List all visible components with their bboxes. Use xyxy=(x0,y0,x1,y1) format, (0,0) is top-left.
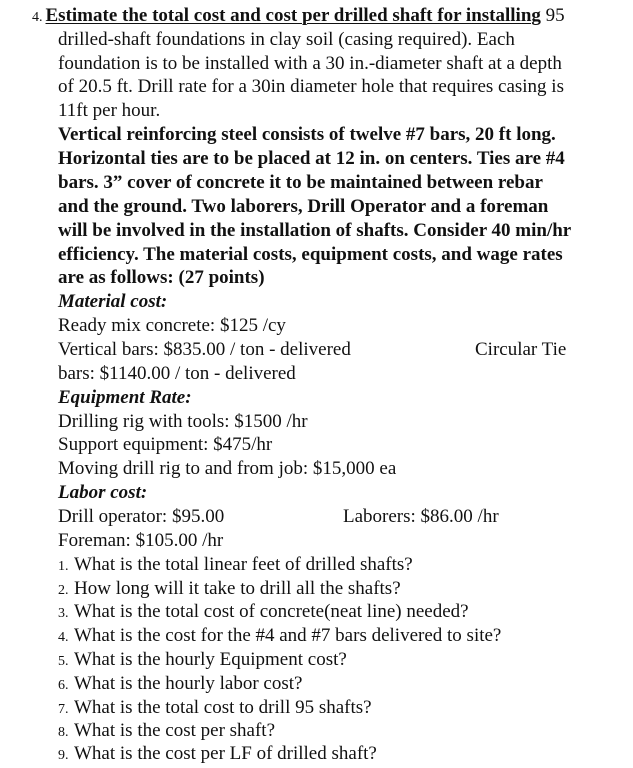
bold-line: will be involved in the installation of shafts. Consider 40 min/hr xyxy=(58,220,572,241)
question-number: 7. xyxy=(58,702,69,717)
question-number: 1. xyxy=(58,559,69,574)
question-text: What is the cost per LF of drilled shaft? xyxy=(74,743,377,764)
problem-title-line xyxy=(32,4,565,30)
question-number: 5. xyxy=(58,654,69,669)
bold-line: bars. 3” cover of concrete it to be maintained between rebar xyxy=(58,172,543,193)
question-number: 6. xyxy=(58,678,69,693)
question-text: What is the cost for the #4 and #7 bars delivered to site? xyxy=(74,625,502,646)
material-concrete: Ready mix concrete: $125 /cy xyxy=(58,315,286,336)
problem-title-rest: 95 xyxy=(540,5,565,26)
bold-line: Horizontal ties are to be placed at 12 in. on centers. Ties are #4 xyxy=(58,148,565,169)
bold-line: and the ground. Two laborers, Drill Operator and a foreman xyxy=(58,196,549,217)
material-heading: Material cost: xyxy=(58,291,168,312)
question-item xyxy=(58,742,377,768)
question-text: How long will it take to drill all the shafts? xyxy=(74,578,401,599)
question-item xyxy=(58,553,413,579)
question-item xyxy=(58,624,501,650)
desc-line: 11ft per hour. xyxy=(58,100,161,121)
equipment-item: Drilling rig with tools: $1500 /hr xyxy=(58,411,308,432)
labor-foreman: Foreman: $105.00 /hr xyxy=(58,530,224,551)
question-number: 4. xyxy=(58,630,69,645)
equipment-item: Support equipment: $475/hr xyxy=(58,434,273,455)
equipment-item: Moving drill rig to and from job: $15,000 ea xyxy=(58,458,397,479)
question-text: What is the cost per shaft? xyxy=(74,720,276,741)
material-vertical-bars: Vertical bars: $835.00 / ton - delivered xyxy=(58,339,351,360)
question-number: 8. xyxy=(58,725,69,740)
question-item xyxy=(58,696,372,722)
question-text: What is the hourly Equipment cost? xyxy=(74,649,347,670)
question-text: What is the total cost of concrete(neat line) needed? xyxy=(74,601,469,622)
material-circular-tie: Circular Tie xyxy=(475,339,567,360)
problem-number: 4. xyxy=(32,10,43,25)
bold-line: are as follows: (27 points) xyxy=(58,267,265,288)
question-item xyxy=(58,577,401,603)
desc-line: drilled-shaft foundations in clay soil (casing required). Each xyxy=(58,29,515,50)
labor-laborers: Laborers: $86.00 /hr xyxy=(343,506,499,527)
question-item xyxy=(58,672,302,698)
question-number: 3. xyxy=(58,606,69,621)
equipment-heading: Equipment Rate: xyxy=(58,387,192,408)
material-tie-bars: bars: $1140.00 / ton - delivered xyxy=(58,363,296,384)
desc-line: foundation is to be installed with a 30 in.-diameter shaft at a depth xyxy=(58,53,562,74)
question-text: What is the total linear feet of drilled shafts? xyxy=(74,554,413,575)
bold-line: Vertical reinforcing steel consists of twelve #7 bars, 20 ft long. xyxy=(58,124,556,145)
desc-line: of 20.5 ft. Drill rate for a 30in diameter hole that requires casing is xyxy=(58,76,564,97)
question-number: 2. xyxy=(58,583,69,598)
problem-title: Estimate the total cost and cost per drilled shaft for installing xyxy=(45,5,541,26)
labor-drill-operator: Drill operator: $95.00 xyxy=(58,506,225,527)
labor-heading: Labor cost: xyxy=(58,482,148,503)
question-item xyxy=(58,719,275,745)
question-number: 9. xyxy=(58,748,69,763)
bold-line: efficiency. The material costs, equipment costs, and wage rates xyxy=(58,244,563,265)
question-item xyxy=(58,648,347,674)
question-text: What is the total cost to drill 95 shafts? xyxy=(74,697,372,718)
question-text: What is the hourly labor cost? xyxy=(74,673,303,694)
question-item xyxy=(58,600,469,626)
